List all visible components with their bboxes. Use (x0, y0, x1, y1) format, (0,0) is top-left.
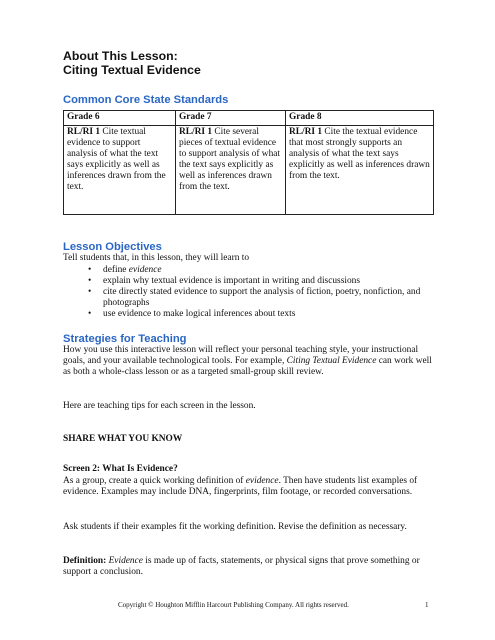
column-header-grade-7: Grade 7 (176, 111, 286, 126)
strategies-paragraph: How you use this interactive lesson will reflect your personal teaching style, your instructional goals, and your available technological tools. For example, Citing Textual Evidence can work well as both a whole-class lesson or as a targeted small-group skill review. (63, 345, 432, 377)
list-item: • use evidence to make logical inferences about texts (88, 309, 296, 319)
objectives-list (63, 265, 438, 320)
share-heading: SHARE WHAT YOU KNOW (63, 434, 183, 444)
standard-code: RL/RI 1 (179, 127, 213, 137)
objectives-intro: Tell students that, in this lesson, they will learn to (63, 253, 250, 263)
standards-row (64, 126, 434, 215)
standards-header-row (64, 111, 434, 126)
bullet-icon: • (88, 276, 92, 286)
standard-code: RL/RI 1 (67, 127, 101, 137)
copyright-text: Copyright © Houghton Mifflin Harcourt Publishing Company. All rights reserved. (118, 601, 349, 609)
list-item: • define evidence (88, 265, 162, 275)
strategies-heading: Strategies for Teaching (63, 333, 187, 345)
standards-table (63, 110, 434, 215)
definition-paragraph: Definition: Evidence is made up of facts, statements, or physical signs that prove something or support a conclusion. (63, 556, 420, 577)
bullet-icon: • (88, 287, 92, 297)
strategies-tips-intro: Here are teaching tips for each screen in the lesson. (63, 401, 256, 411)
standard-text: Cite textual evidence to support analysis of what the text says explicitly as well as inferences drawn from the text. (67, 127, 166, 192)
column-header-grade-6: Grade 6 (64, 111, 176, 126)
list-item: • cite directly stated evidence to support the analysis of fiction, poetry, nonfiction, and photographs (88, 287, 421, 308)
objectives-heading: Lesson Objectives (63, 241, 162, 253)
title-line-1: About This Lesson: (63, 49, 178, 63)
screen2-paragraph: As a group, create a quick working definition of evidence. Then have students list examples of evidence. Examples may include DNA, fingerprints, film footage, or recorded conversations. (63, 476, 418, 497)
screen2-heading: Screen 2: What Is Evidence? (63, 464, 178, 474)
standard-cell-grade-7 (176, 126, 286, 215)
standard-cell-grade-6 (64, 126, 176, 215)
page-number: 1 (425, 601, 429, 609)
column-header-grade-8: Grade 8 (286, 111, 434, 126)
bullet-icon: • (88, 265, 92, 275)
lesson-title (63, 49, 201, 77)
screen2-revise: Ask students if their examples fit the working definition. Revise the definition as necessary. (63, 522, 407, 532)
bullet-icon: • (88, 309, 92, 319)
list-item: • explain why textual evidence is important in writing and discussions (88, 276, 360, 286)
title-line-2: Citing Textual Evidence (63, 63, 201, 77)
standard-code: RL/RI 1 (289, 127, 323, 137)
standard-text: Cite the textual evidence that most strongly supports an analysis of what the text says explicitly as well as inferences drawn from the text. (289, 127, 430, 181)
standard-text: Cite several pieces of textual evidence to support analysis of what the text says explicitly as well as inferences drawn from the text. (179, 127, 281, 192)
standards-heading: Common Core State Standards (63, 94, 229, 106)
standard-cell-grade-8 (286, 126, 434, 215)
